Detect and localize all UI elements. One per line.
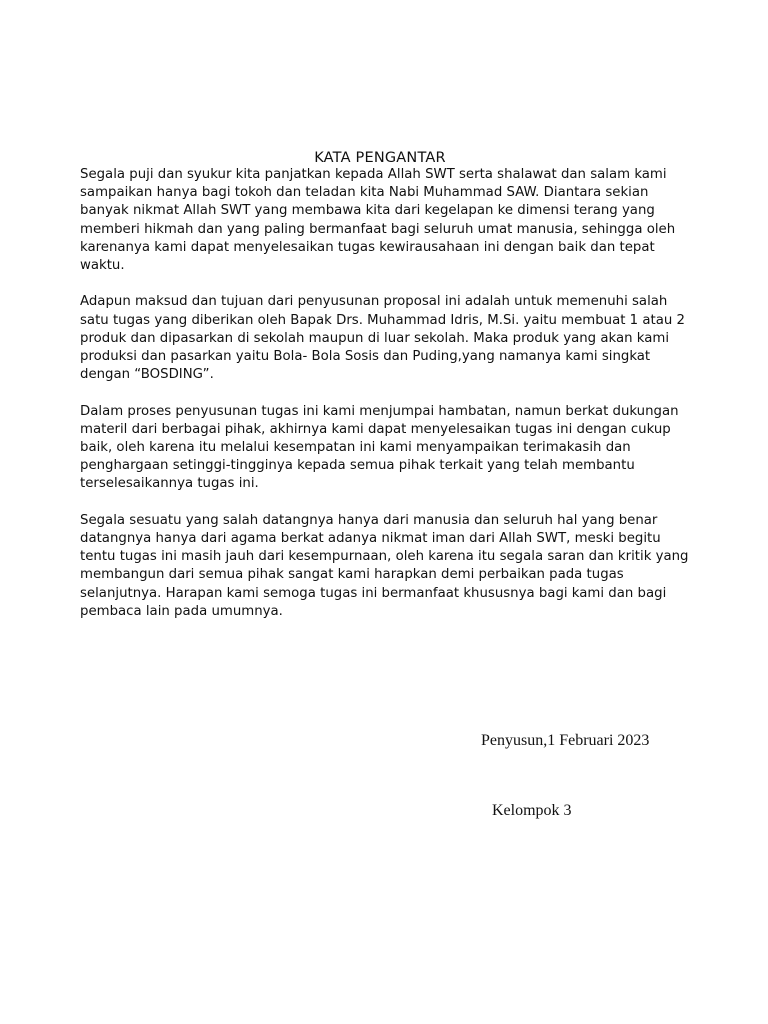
document-body: [80, 166, 690, 639]
paragraph-2: Adapun maksud dan tujuan dari penyusunan proposal ini adalah untuk memenuhi salah satu tugas yang diberikan oleh Bapak Drs. Muhammad Idris, M.Si. yaitu membuat 1 atau 2 produk dan dipasarkan di sekolah maupun di luar sekolah. Maka produk yang akan kami produksi dan pasarkan yaitu Bola- Bola Sosis dan Puding,yang namanya kami singkat dengan “BOSDING”.: [80, 294, 685, 383]
signature-group-name: Kelompok 3: [492, 802, 572, 819]
paragraph-4: Segala sesuatu yang salah datangnya hanya dari manusia dan seluruh hal yang benar datangnya hanya dari agama berkat adanya nikmat iman dari Allah SWT, meski begitu tentu tugas ini masih jauh dari kesempurnaan, oleh karena itu segala saran dan kritik yang membangun dari semua pihak sangat kami harapkan demi perbaikan pada tugas selanjutnya. Harapan kami semoga tugas ini bermanfaat khususnya bagi kami dan bagi pembaca lain pada umumnya.: [80, 512, 689, 619]
paragraph-1: Segala puji dan syukur kita panjatkan kepada Allah SWT serta shalawat dan salam kami sampaikan hanya bagi tokoh dan teladan kita Nabi Muhammad SAW. Diantara sekian banyak nikmat Allah SWT yang membawa kita dari kegelapan ke dimensi terang yang memberi hikmah dan yang paling bermanfaat bagi seluruh umat manusia, sehingga oleh karenanya kami dapat menyelesaikan tugas kewirausahaan ini dengan baik dan tepat waktu.: [80, 167, 676, 274]
page-title: KATA PENGANTAR: [314, 150, 446, 166]
paragraph-3: Dalam proses penyusunan tugas ini kami menjumpai hambatan, namun berkat dukungan materil dari berbagai pihak, akhirnya kami dapat menyelesaikan tugas ini dengan cukup baik, oleh karena itu melalui kesempatan ini kami menyampaikan terimakasih dan penghargaan setinggi-tingginya kepada semua pihak terkait yang telah membantu terselesaikannya tugas ini.: [80, 403, 679, 492]
signature-place-date: Penyusun,1 Februari 2023: [481, 732, 650, 749]
